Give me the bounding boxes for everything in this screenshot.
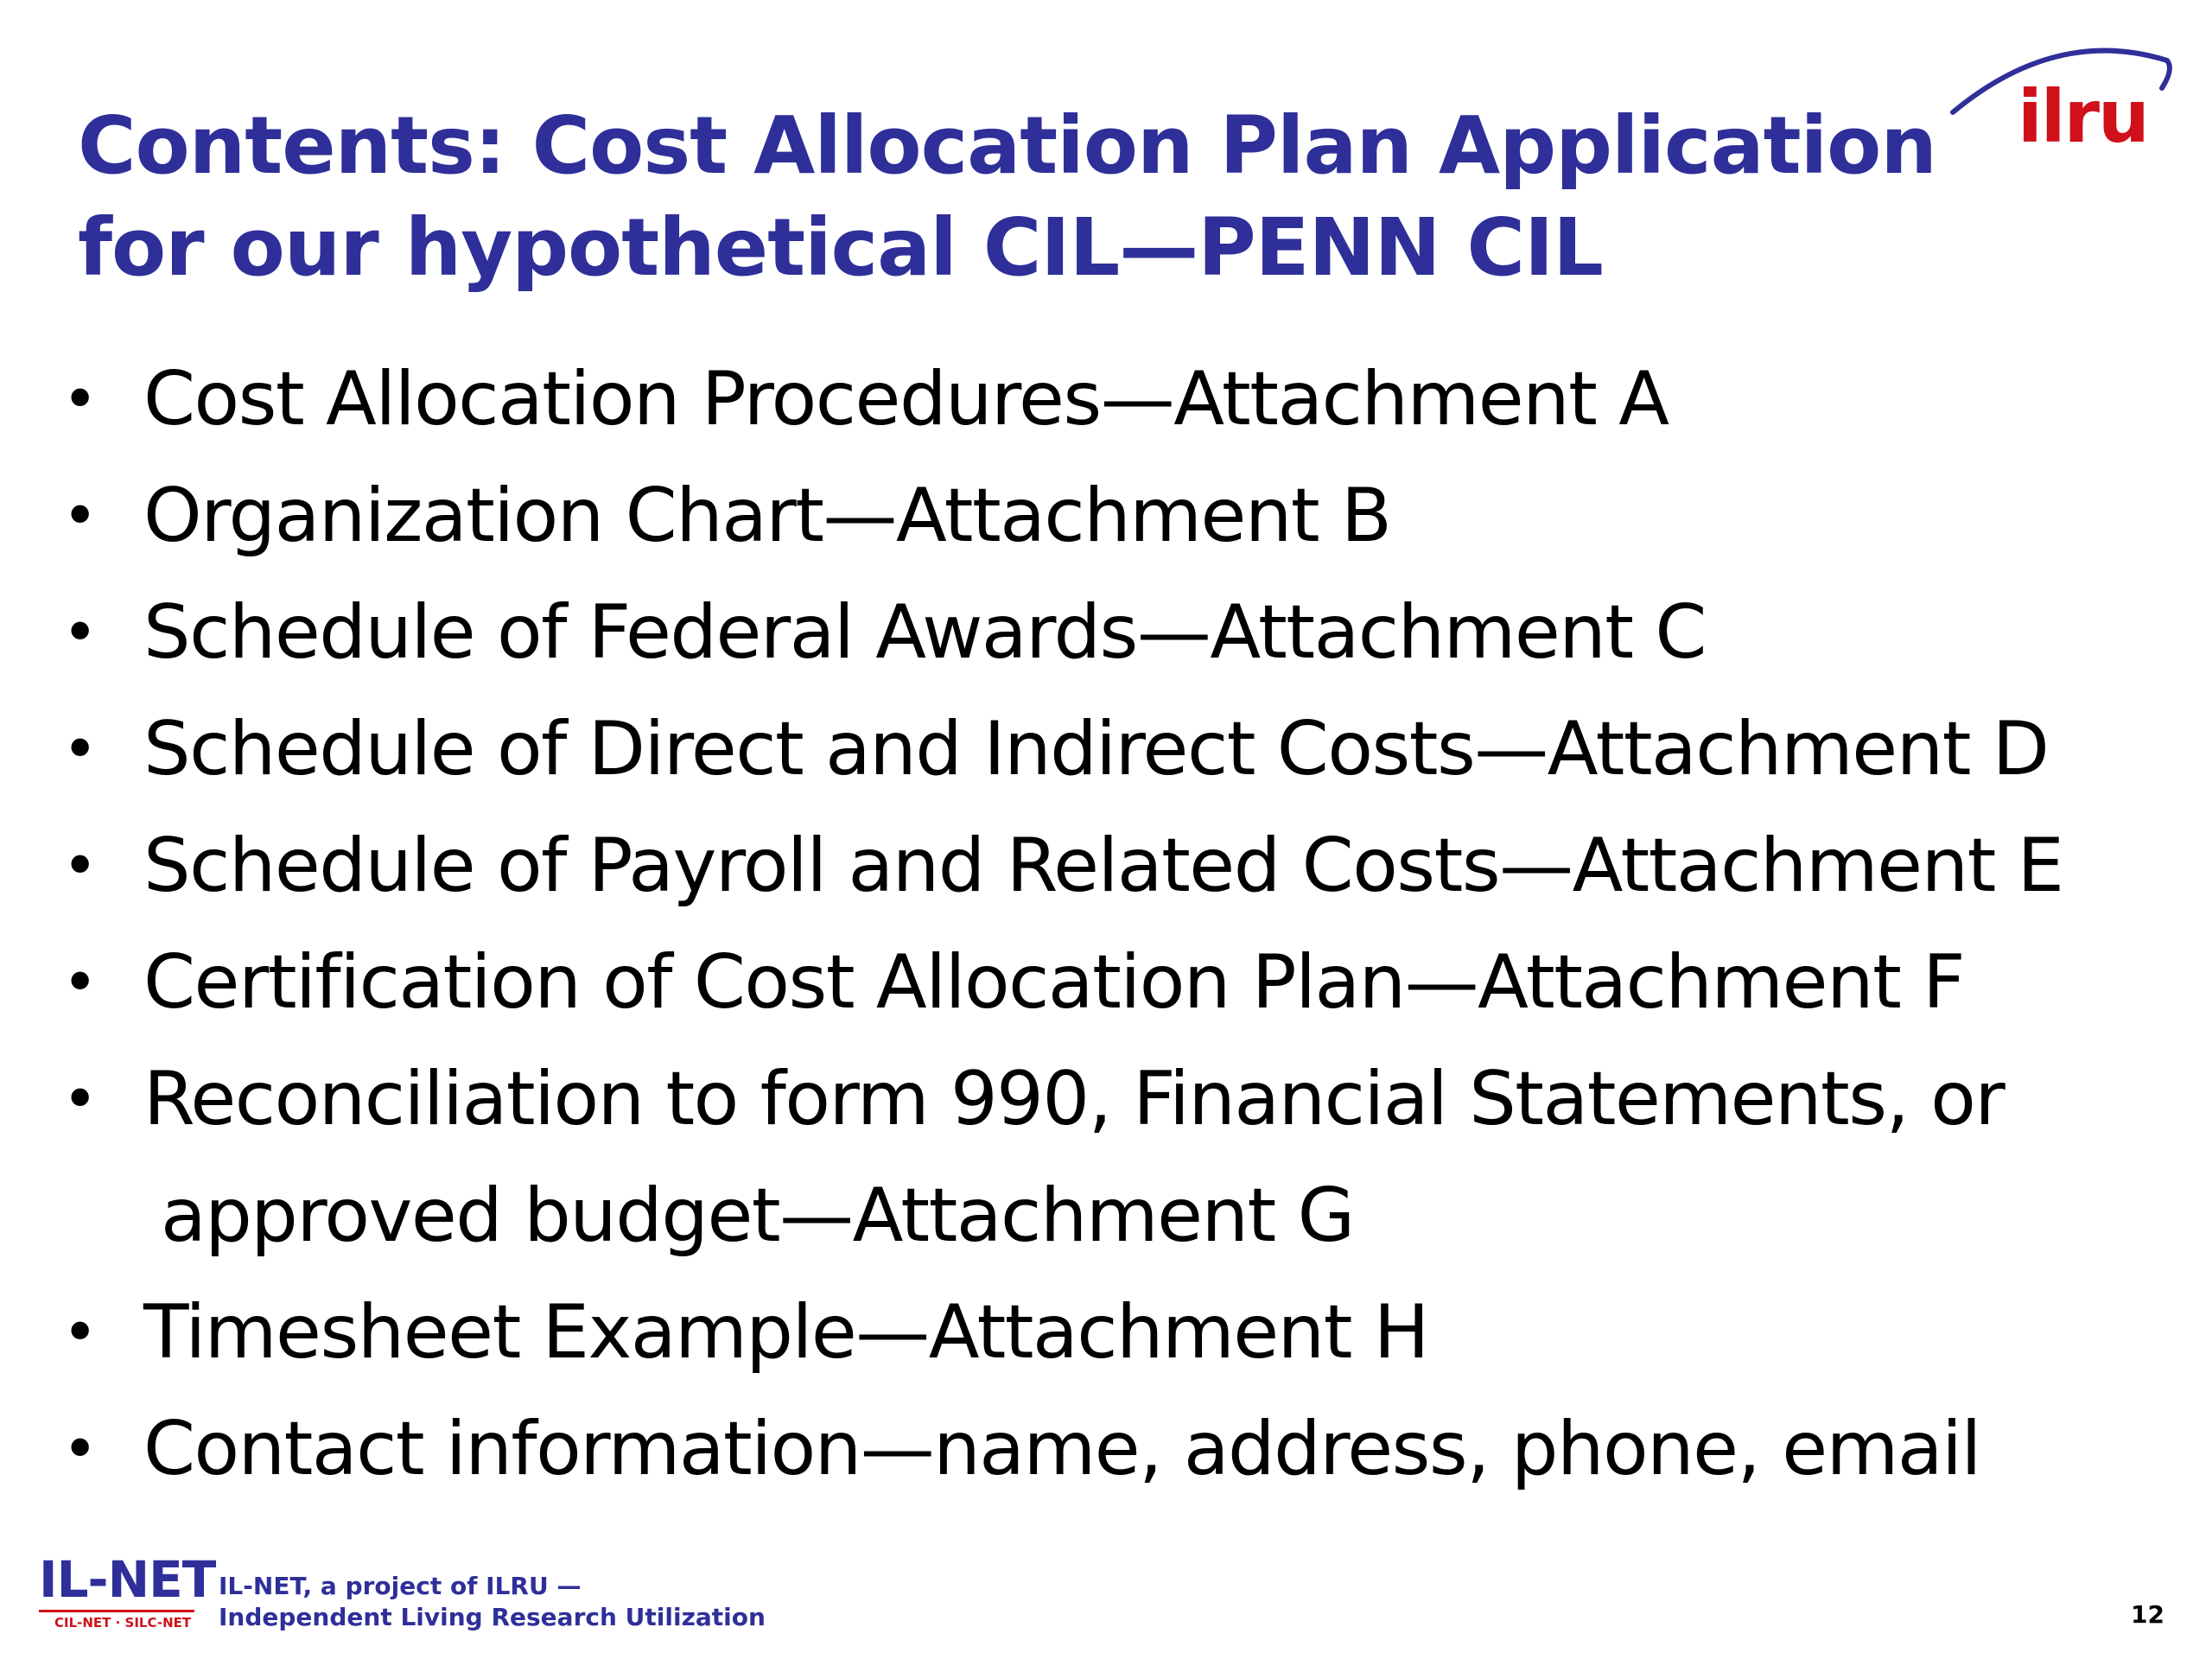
bullet-icon: • [62,597,97,668]
list-item-text: Organization Chart—Attachment B [143,473,1391,559]
list-item-text: Contact information—name, address, phone, email [143,1406,1980,1492]
slide-title-line-1: Contents: Cost Allocation Plan Application [78,99,1936,192]
bullet-icon: • [62,1297,97,1368]
list-item-text: Certification of Cost Allocation Plan—Attachment F [143,939,1965,1026]
bullet-icon: • [62,1414,97,1484]
footer-credit [219,1571,766,1633]
list-item [52,808,2160,925]
list-item-text: Reconciliation to form 990, Financial Statements, or [143,1056,2005,1142]
bullet-icon: • [62,714,97,785]
bullet-icon: • [62,364,97,435]
list-item [52,1041,2160,1274]
footer-credit-line-1: IL-NET, a project of ILRU — [219,1572,582,1600]
list-item-continuation: approved budget—Attachment G [161,1173,1354,1259]
slide-title-line-2: for our hypothetical CIL—PENN CIL [78,201,1603,294]
il-net-logo-text: IL-NET [39,1550,216,1609]
ilru-logo-text: ilru [2018,74,2148,159]
list-item [52,1391,2160,1508]
ilru-logo [1936,35,2177,173]
list-item-text: Schedule of Direct and Indirect Costs—Attachment D [143,706,2049,792]
slide-title [78,95,1936,299]
il-net-logo-subtext: CIL-NET · SILC-NET [54,1615,192,1630]
list-item-text: Cost Allocation Procedures—Attachment A [143,356,1669,442]
bullet-icon: • [62,480,97,551]
footer-credit-line-2: Independent Living Research Utilization [219,1603,766,1631]
list-item [52,575,2160,691]
list-item-text: Schedule of Federal Awards—Attachment C [143,589,1706,676]
list-item [52,691,2160,808]
bullet-icon: • [62,947,97,1018]
list-item [52,341,2160,458]
il-net-logo [39,1550,216,1637]
bullet-icon: • [62,830,97,901]
list-item [52,1274,2160,1391]
list-item [52,458,2160,575]
contents-list [52,341,2160,1508]
list-item-text: Timesheet Example—Attachment H [143,1289,1428,1376]
page-number: 12 [2131,1600,2164,1629]
bullet-icon: • [62,1064,97,1135]
list-item [52,925,2160,1041]
list-item-text: Schedule of Payroll and Related Costs—Attachment E [143,823,2063,909]
